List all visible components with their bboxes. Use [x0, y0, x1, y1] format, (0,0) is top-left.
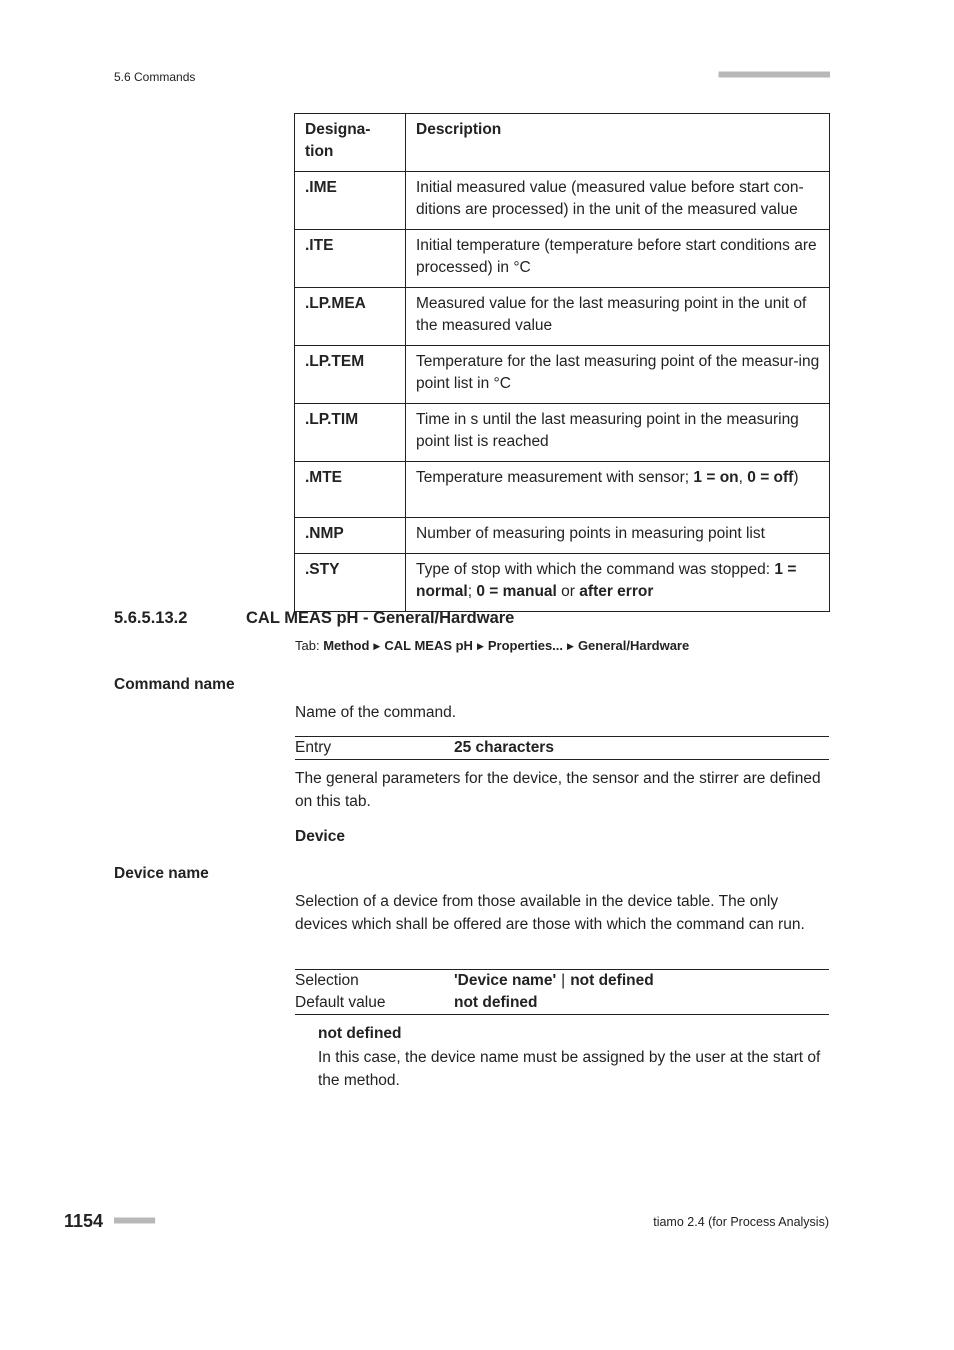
designation-cell: .NMP: [295, 518, 406, 554]
device-name-label: Device name: [114, 865, 209, 882]
table-row: [295, 230, 830, 288]
running-header-dots: ■■■■■■■■■■■■■■■■■■■■■■: [718, 69, 829, 80]
description-cell: [406, 462, 830, 518]
selection-row: [295, 970, 829, 992]
table-row: [295, 554, 830, 612]
description-cell: [406, 404, 830, 462]
section-title: CAL MEAS pH - General/Hardware: [246, 609, 515, 627]
description-cell: [406, 346, 830, 404]
breadcrumb-arrow-icon: ▶: [567, 641, 574, 651]
table-row: [295, 462, 830, 518]
description-text: 0 = manual: [476, 583, 557, 600]
designation-cell: .LP.TIM: [295, 404, 406, 462]
table-row: [295, 288, 830, 346]
table-header-row: [295, 114, 830, 172]
breadcrumb-item-general-hardware: General/Hardware: [577, 638, 690, 653]
description-cell: [406, 230, 830, 288]
default-key: Default value: [295, 994, 386, 1011]
selection-option-device-name: 'Device name': [454, 972, 557, 989]
designation-cell: .IME: [295, 172, 406, 230]
designation-header-text: Designa- tion: [305, 121, 371, 160]
table-row: [295, 404, 830, 462]
description-text: 1 = on: [693, 469, 739, 486]
entry-row: [295, 737, 829, 759]
description-text: Measured value for the last measuring point in the unit of the measured value: [416, 295, 807, 334]
section-number: 5.6.5.13.2: [114, 609, 188, 627]
breadcrumb-item-properties: Properties...: [487, 638, 564, 653]
selection-value: [454, 970, 654, 992]
column-header-description: Description: [406, 114, 830, 172]
table-row: [295, 518, 830, 554]
description-text: Initial temperature (temperature before start conditions are processed) in °C: [416, 237, 817, 276]
running-header-section: 5.6 Commands: [114, 70, 196, 84]
description-text: or: [556, 583, 580, 600]
description-cell: [406, 554, 830, 612]
tab-breadcrumb: [295, 638, 689, 653]
designation-cell: .ITE: [295, 230, 406, 288]
description-cell: [406, 518, 830, 554]
description-text: Temperature for the last measuring point of the measur-ing point list in °C: [416, 353, 820, 392]
selection-option-not-defined: not defined: [570, 972, 654, 989]
description-cell: [406, 172, 830, 230]
not-defined-note-text: In this case, the device name must be assigned by the user at the start of the method.: [318, 1049, 821, 1089]
table-row: [295, 346, 830, 404]
not-defined-note-title: not defined: [318, 1025, 402, 1042]
breadcrumb-arrow-icon: ▶: [476, 641, 484, 651]
description-text: ;: [467, 583, 477, 600]
description-text: Initial measured value (measured value before start con-ditions are processed) in the unit of the measured value: [416, 179, 804, 218]
description-text: Time in s until the last measuring point in the measuring point list is reached: [416, 411, 799, 450]
footer-product: tiamo 2.4 (for Process Analysis): [653, 1215, 829, 1229]
footer-dots: ■■■■■■■■: [114, 1215, 155, 1226]
table-body: [295, 172, 830, 612]
default-row: [295, 992, 829, 1014]
description-text: Number of measuring points in measuring point list: [416, 525, 765, 542]
command-name-param-table: [295, 736, 829, 760]
variables-table: [294, 113, 830, 612]
designation-cell: .LP.MEA: [295, 288, 406, 346]
device-subheading: Device: [295, 828, 345, 845]
device-param-table: [295, 969, 829, 1015]
device-name-description: Selection of a device from those available in the device table. The only devices which shall be offered are those with which the command can run.: [295, 893, 805, 933]
general-parameters-text: The general parameters for the device, the sensor and the stirrer are defined on this tab.: [295, 770, 821, 810]
command-name-label: Command name: [114, 676, 235, 693]
description-text: ): [793, 469, 799, 486]
description-text: 1 = normal: [416, 561, 797, 600]
designation-cell: .STY: [295, 554, 406, 612]
column-header-designation: [295, 114, 406, 172]
description-text: Temperature measurement with sensor;: [416, 469, 694, 486]
description-cell: [406, 288, 830, 346]
default-value: not defined: [454, 994, 538, 1011]
entry-value: 25 characters: [454, 739, 554, 756]
command-name-description: Name of the command.: [295, 704, 457, 721]
breadcrumb-item-cal-meas-ph: CAL MEAS pH: [384, 638, 473, 653]
description-text: ,: [738, 469, 748, 486]
breadcrumb-item-method: Method: [323, 638, 370, 653]
selection-key: Selection: [295, 972, 359, 989]
description-text: after error: [579, 583, 654, 600]
breadcrumb-arrow-icon: ▶: [373, 641, 381, 651]
tab-prefix: Tab:: [295, 638, 320, 653]
description-text: 0 = off: [747, 469, 794, 486]
selection-separator: |: [561, 972, 566, 989]
page-number: 1154: [64, 1211, 104, 1231]
designation-cell: .MTE: [295, 462, 406, 518]
entry-key: Entry: [295, 739, 332, 756]
designation-cell: .LP.TEM: [295, 346, 406, 404]
table-row: [295, 172, 830, 230]
description-text: Type of stop with which the command was stopped:: [416, 561, 775, 578]
